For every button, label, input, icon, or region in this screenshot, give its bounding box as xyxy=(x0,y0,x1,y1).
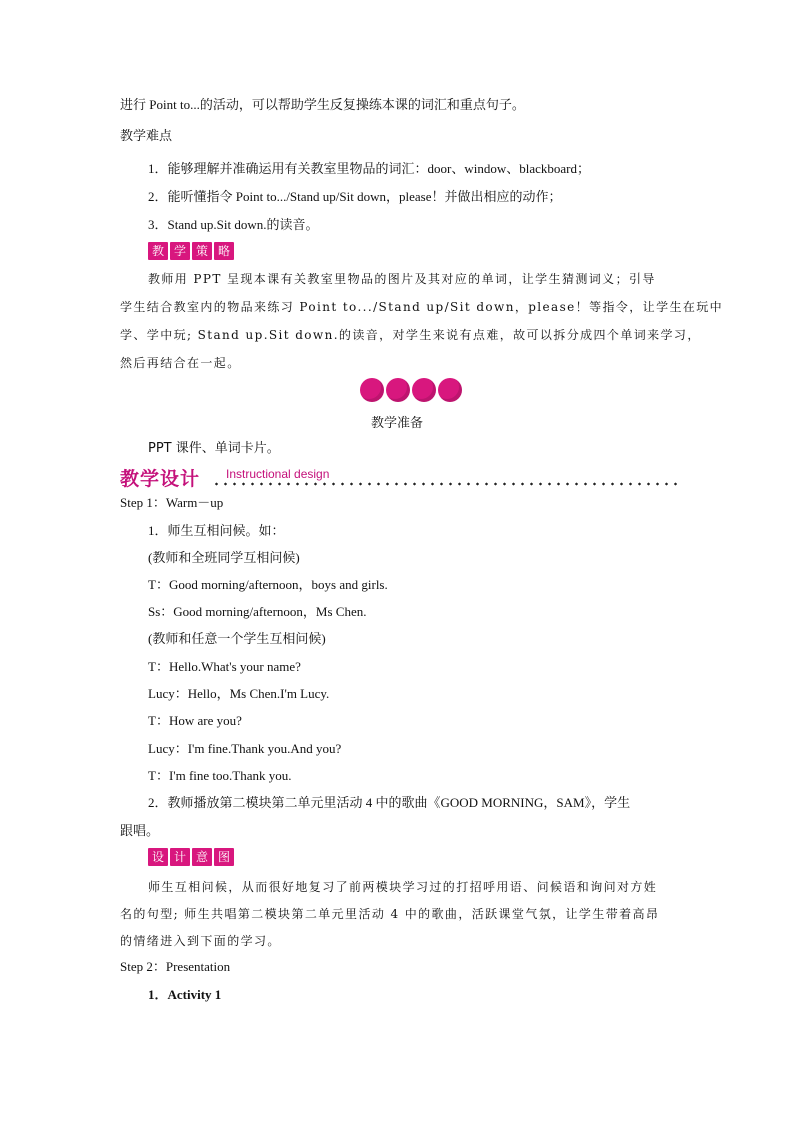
circle-decoration xyxy=(386,378,410,402)
tag-char: 图 xyxy=(214,848,234,866)
song-line: 跟唱。 xyxy=(120,823,160,838)
intent-paragraph-line: 的情绪进入到下面的学习。 xyxy=(120,934,281,948)
difficulty-title: 教学难点 xyxy=(120,129,173,144)
difficulty-item: 2．能听懂指令 Point to.../Stand up/Sit down，please！并做出相应的动作； xyxy=(148,189,562,204)
step1-line: T：Hello.What's your name? xyxy=(148,659,301,674)
tag-char: 教 xyxy=(148,242,168,260)
intro-line: 进行 Point to...的活动，可以帮助学生反复操练本课的词汇和重点句子。 xyxy=(120,97,525,112)
design-title-en: Instructional design xyxy=(226,467,330,481)
tag-char: 意 xyxy=(192,848,212,866)
tag-char: 略 xyxy=(214,242,234,260)
decorative-circles xyxy=(360,378,462,402)
step1-title: Step 1：Warm－up xyxy=(120,495,224,510)
strategy-paragraph-line: 学生结合教室内的物品来练习 Point to.../Stand up/Sit down，please！等指令，让学生在玩中 xyxy=(120,300,724,314)
step1-line: T：I'm fine too.Thank you. xyxy=(148,768,292,783)
dotted-rule xyxy=(212,481,680,487)
difficulty-item: 3．Stand up.Sit down.的读音。 xyxy=(148,217,319,232)
design-title-cn: 教学设计 xyxy=(120,468,201,490)
tag-char: 策 xyxy=(192,242,212,260)
circle-decoration xyxy=(412,378,436,402)
step1-line: T：Good morning/afternoon，boys and girls. xyxy=(148,577,388,592)
preparation-text: PPT 课件、单词卡片。 xyxy=(148,441,280,456)
circle-decoration xyxy=(438,378,462,402)
intent-tag xyxy=(148,848,234,868)
song-line: 2．教师播放第二模块第二单元里活动 4 中的歌曲《GOOD MORNING，SAM》，学生 xyxy=(148,795,631,810)
strategy-tag xyxy=(148,242,234,262)
tag-char: 计 xyxy=(170,848,190,866)
step1-line: T：How are you? xyxy=(148,713,242,728)
intent-paragraph-line: 名的句型; 师生共唱第二模块第二单元里活动 4 中的歌曲，活跃课堂气氛，让学生带着高昂 xyxy=(120,907,660,921)
strategy-paragraph-line: 学、学中玩; Stand up.Sit down.的读音，对学生来说有点难，故可以拆分成四个单词来学习， xyxy=(120,328,701,342)
step1-line: (教师和全班同学互相问候) xyxy=(148,550,300,565)
tag-char: 学 xyxy=(170,242,190,260)
circle-decoration xyxy=(360,378,384,402)
step2-title: Step 2：Presentation xyxy=(120,959,231,974)
step1-line: Lucy：Hello，Ms Chen.I'm Lucy. xyxy=(148,686,330,701)
activity-title: 1．Activity 1 xyxy=(148,987,222,1002)
intent-paragraph-line: 师生互相问候，从而很好地复习了前两模块学习过的打招呼用语、问候语和询问对方姓 xyxy=(148,880,658,894)
step1-line: 1．师生互相问候。如： xyxy=(148,523,285,538)
strategy-paragraph-line: 教师用 PPT 呈现本课有关教室里物品的图片及其对应的单词，让学生猜测词义；引导 xyxy=(148,272,656,286)
strategy-paragraph-line: 然后再结合在一起。 xyxy=(120,356,241,370)
step1-line: Lucy：I'm fine.Thank you.And you? xyxy=(148,741,342,756)
difficulty-item: 1．能够理解并准确运用有关教室里物品的词汇：door、window、blackboard； xyxy=(148,161,590,176)
step1-line: (教师和任意一个学生互相问候) xyxy=(148,631,326,646)
step1-line: Ss：Good morning/afternoon，Ms Chen. xyxy=(148,604,367,619)
tag-char: 设 xyxy=(148,848,168,866)
preparation-title: 教学准备 xyxy=(370,416,423,431)
